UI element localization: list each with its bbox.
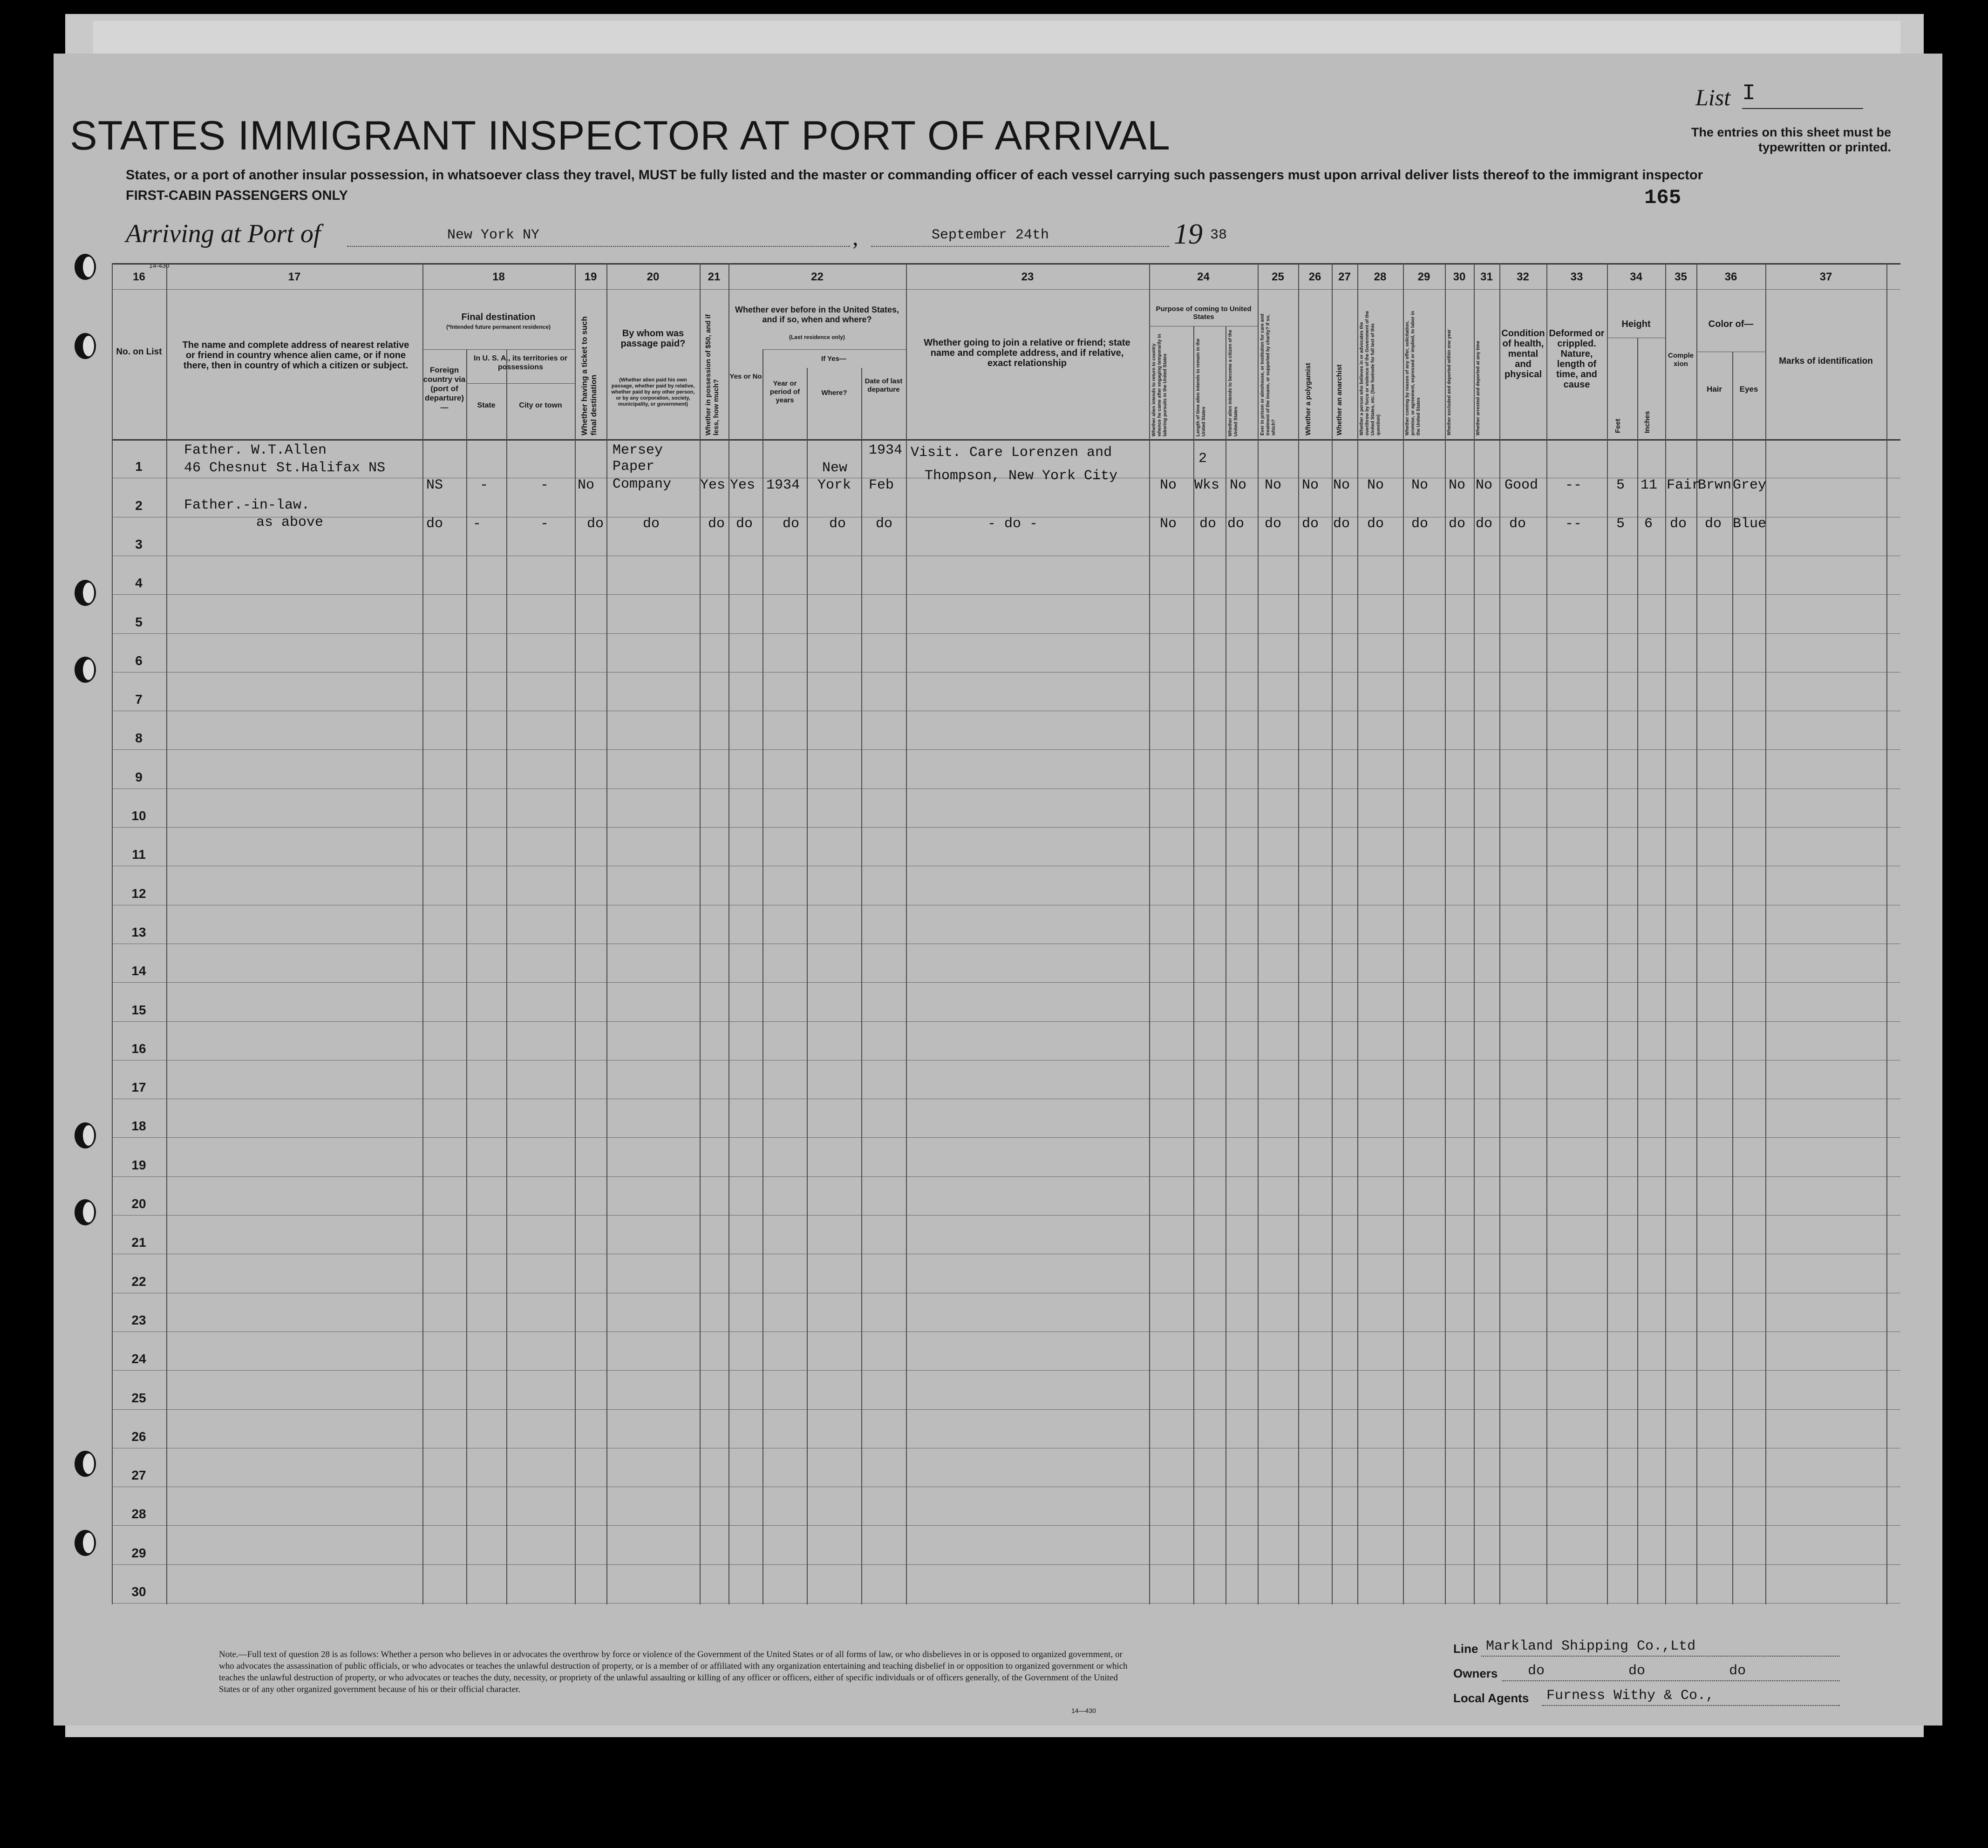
port-line [347, 246, 850, 247]
col-border [1886, 263, 1887, 1604]
header-final-destination: Final destination [461, 312, 536, 322]
col-border [1696, 263, 1697, 1604]
row-number: 11 [132, 847, 146, 862]
col-border [606, 263, 607, 1604]
header-height: Height [1621, 319, 1651, 329]
row1-q30: No [1449, 477, 1466, 493]
row1-paid-by-3: Company [613, 476, 672, 492]
row-rule [112, 788, 1900, 789]
col-num-26: 26 [1308, 271, 1321, 283]
row-number: 15 [131, 1002, 146, 1017]
header-city: City or town [519, 401, 562, 409]
col-num-21: 21 [708, 271, 721, 283]
row2-before-yes-no: do [736, 516, 753, 532]
header-offer-labor: Whether coming by reason of any offer, solicitation, promise, or agreement, expressed or implied, to labor in the United States [1405, 311, 1421, 435]
row2-paid-by: do [643, 516, 660, 532]
row-number: 14 [131, 964, 146, 978]
row-number: 5 [135, 614, 143, 629]
col-border [1474, 263, 1475, 1604]
row-number: 4 [135, 576, 143, 591]
row-rule [112, 1564, 1900, 1565]
row1-before-yes-no: Yes [730, 477, 756, 493]
row1-joining-1: Visit. Care Lorenzen and [911, 445, 1112, 461]
col-border [1149, 263, 1150, 1604]
row-number: 30 [131, 1584, 146, 1599]
header-polygamist: Whether a polygamist [1304, 363, 1312, 435]
col-num-20: 20 [647, 271, 660, 283]
row2-before-year: do [783, 516, 800, 532]
col-num-30: 30 [1453, 271, 1466, 283]
row1-anarchist: No [1333, 477, 1350, 493]
row-number: 22 [131, 1274, 146, 1289]
year-prefix: 19 [1174, 218, 1203, 250]
row2-before-where: do [829, 516, 846, 532]
list-value: I [1742, 81, 1756, 106]
form-code: 14-430 [149, 262, 170, 269]
col-border [422, 263, 423, 1604]
arriving-label: Arriving at Port of [126, 219, 321, 248]
punch-hole [75, 1530, 96, 1556]
col-border [112, 263, 113, 1604]
row-number: 29 [131, 1545, 146, 1560]
row1-q28: No [1367, 477, 1384, 493]
row-number: 1 [135, 459, 143, 474]
row2-city: - [540, 516, 549, 532]
row1-q31: No [1476, 477, 1493, 493]
row-rule [112, 1176, 1900, 1177]
row1-complexion: Fair [1667, 477, 1701, 493]
col-border [1332, 263, 1333, 1604]
row-number: 27 [131, 1468, 146, 1483]
col-num-19: 19 [584, 271, 597, 283]
typewritten-note: The entries on this sheet must be typewritten or printed. [1691, 125, 1891, 154]
header-overthrow: Whether a person who believes in or advocates the overthrow by force or violence of the Government of the United States, etc. (See footnote for full text of this question) [1359, 311, 1381, 435]
row1-length-1: 2 [1198, 451, 1207, 467]
row2-eyes: Blue [1733, 516, 1767, 532]
col-num-36: 36 [1724, 271, 1737, 283]
col-num-34: 34 [1630, 271, 1642, 283]
col-border [1225, 326, 1226, 1604]
header-arrested: Whether arrested and deported at any time [1476, 340, 1481, 435]
row1-last-departure-1: 1934 [869, 442, 903, 458]
row-number: 12 [131, 886, 146, 901]
row-number: 8 [135, 731, 143, 746]
col-num-35: 35 [1675, 271, 1687, 283]
row2-q29: do [1411, 516, 1429, 532]
col-border [1193, 326, 1194, 1604]
row-rule [112, 1137, 1900, 1138]
row1-health: Good [1505, 477, 1539, 493]
header-ever-before-sub: (Last residence only) [789, 334, 845, 340]
col-num-37: 37 [1819, 271, 1832, 283]
row-number: 10 [131, 808, 146, 823]
col-border [466, 349, 467, 1604]
header-foreign-country: Foreign country via (port of departure)— [423, 366, 466, 412]
col-border [1732, 352, 1733, 1604]
manifest-table [112, 263, 1900, 1604]
col-border [575, 263, 576, 1604]
row2-state: - [473, 516, 482, 532]
col-border [1298, 263, 1299, 1604]
row2-inches: 6 [1644, 516, 1653, 532]
punch-hole [75, 254, 96, 280]
col-num-23: 23 [1021, 271, 1034, 283]
header-deformed: Deformed or crippled. Nature, length of time, and cause [1549, 328, 1605, 390]
col-num-17: 17 [288, 271, 301, 283]
row2-prison: do [1265, 516, 1282, 532]
row2-foreign-country: do [426, 516, 443, 532]
row1-inches: 11 [1641, 477, 1658, 493]
col-border [700, 263, 701, 1604]
col-num-33: 33 [1570, 271, 1583, 283]
row1-foreign-country: NS [426, 477, 443, 493]
row2-feet: 5 [1616, 516, 1625, 532]
header-ticket: Whether having a ticket to such final destination [580, 316, 598, 435]
header-year: Year or period of years [769, 380, 800, 404]
row1-relative-name: Father. W.T.Allen [184, 442, 327, 458]
col-border [807, 368, 808, 1604]
header-health: Condition of health, mental and physical [1501, 328, 1545, 380]
col-border [728, 263, 729, 1604]
line-underline [1481, 1656, 1840, 1657]
row2-relative-address: as above [256, 515, 324, 530]
header-in-usa: In U. S. A., its territories or possessions [473, 354, 568, 371]
row1-relative-address: 46 Chesnut St.Halifax NS [184, 460, 386, 476]
header-passage-paid-sub: (Whether alien paid his own passage, whether paid by relative, whether paid by any other person, or by any corporation, society, municipality, or government) [611, 377, 695, 407]
subheader-rule [763, 349, 906, 350]
row2-hair: do [1705, 516, 1722, 532]
punch-hole [75, 1199, 96, 1225]
header-length-of-stay: Length of time alien intends to remain in the United States [1196, 338, 1206, 436]
local-agents-underline [1542, 1705, 1840, 1706]
col-num-16: 16 [133, 271, 145, 283]
subheader-rule [466, 383, 575, 384]
row2-joining: - do - [987, 516, 1038, 532]
punch-hole [75, 657, 96, 683]
owners-value: do do do [1528, 1663, 1746, 1679]
row-rule [112, 1370, 1900, 1371]
row1-q29: No [1411, 477, 1429, 493]
row-rule [112, 1021, 1900, 1022]
row-rule [112, 594, 1900, 595]
row1-before-where-2: York [817, 477, 851, 493]
col-border [1546, 263, 1547, 1604]
row-number: 17 [131, 1080, 146, 1095]
row2-citizen: do [1227, 516, 1245, 532]
subheader-rule [422, 349, 575, 350]
col-border [506, 349, 507, 1604]
row-number: 18 [131, 1119, 146, 1134]
line-value: Markland Shipping Co.,Ltd [1486, 1638, 1696, 1654]
row-number: 25 [131, 1390, 146, 1405]
row1-deformed: -- [1565, 477, 1582, 493]
row1-paid-by-1: Mersey [613, 442, 663, 458]
row-number: 3 [135, 537, 143, 551]
row-number: 20 [131, 1196, 146, 1211]
page-number: 165 [1644, 186, 1682, 210]
row-number: 13 [131, 924, 146, 939]
column-number-divider [112, 289, 1900, 290]
row1-before-where-1: New [822, 460, 848, 476]
owners-underline [1502, 1680, 1840, 1681]
col-num-28: 28 [1374, 271, 1387, 283]
header-anarchist: Whether an anarchist [1335, 364, 1343, 435]
header-relative-address: The name and complete address of nearest relative or friend in country whence alien came, or if none there, then in country of which a citizen or subject. [182, 340, 409, 371]
row-number: 19 [131, 1157, 146, 1172]
row1-paid-by-2: Paper [613, 459, 655, 475]
row1-prison: No [1265, 477, 1282, 493]
row-number: 7 [135, 692, 143, 707]
col-border [1258, 263, 1259, 1604]
col-border [1403, 263, 1404, 1604]
col-num-29: 29 [1417, 271, 1430, 283]
col-num-18: 18 [492, 271, 505, 283]
local-agents-value: Furness Withy & Co., [1546, 1688, 1715, 1704]
row2-deformed: -- [1565, 516, 1582, 532]
punch-hole [75, 333, 96, 359]
date-value: September 24th [932, 227, 1049, 243]
row2-has-50: do [708, 516, 725, 532]
col-num-25: 25 [1272, 271, 1284, 283]
row-rule [112, 749, 1900, 750]
col-border [906, 263, 907, 1604]
col-num-31: 31 [1480, 271, 1493, 283]
question-28-footnote: Note.—Full text of question 28 is as follows: Whether a person who believes in or advocates the overthrow by force or violence of the Government of the United States or of all forms of law, or who disbelieves in or is opposed to organized government, or who advocates the assassination of public officials, or who advocates or teaches the unlawful destruction of property, or is a member of or affiliated with any organization entertaining and teaching disbelief in or opposition to organized government or which teaches the unlawful destruction of property, or who advocates or teaches the duty, necessity, or propriety of the unlawful assaulting or killing of any officer or officers, either of specific individuals or of officers generally, of the Government of the United States or of any other organized government because of his or their official character. [219, 1650, 1128, 1694]
line-label: Line [1453, 1642, 1478, 1656]
header-yes-no: Yes or No [729, 373, 762, 380]
header-inches: Inches [1643, 411, 1651, 433]
row2-relative-name: Father.-in-law. [184, 497, 310, 513]
row2-polygamist: do [1302, 516, 1319, 532]
row2-anarchist: do [1333, 516, 1350, 532]
passenger-class: FIRST-CABIN PASSENGERS ONLY [126, 188, 348, 203]
footer-form-code: 14—430 [1071, 1707, 1096, 1714]
table-top-border [112, 263, 1900, 265]
form-subtitle: States, or a port of another insular possession, in whatsoever class they travel, MUST be fully listed and the master or commanding officer of each vessel carrying such passengers must upon arrival deliver lists thereof to the immigrant inspector [126, 168, 1703, 183]
col-border [1607, 263, 1608, 1604]
row-rule [112, 633, 1900, 634]
row1-feet: 5 [1616, 477, 1625, 493]
row2-q31: do [1476, 516, 1493, 532]
header-no-on-list: No. on List [116, 347, 162, 357]
header-excluded: Whether excluded and deported within one year [1447, 329, 1452, 435]
row-rule [112, 982, 1900, 983]
row1-length-2: Wks [1194, 477, 1220, 493]
col-border [1665, 263, 1666, 1604]
header-passage-paid: By whom was passage paid? [620, 328, 686, 349]
row2-last-departure: do [876, 516, 893, 532]
header-if-yes: If Yes— [821, 355, 846, 363]
row1-hair: Brwn [1698, 477, 1732, 493]
header-intends-citizen: Whether alien intends to become a citizen of the United States [1228, 330, 1239, 436]
col-border [1445, 263, 1446, 1604]
row2-health: do [1509, 516, 1526, 532]
row2-q30: do [1449, 516, 1466, 532]
col-num-32: 32 [1517, 271, 1529, 283]
header-hair: Hair [1706, 385, 1722, 394]
punch-hole [75, 1122, 96, 1148]
header-prison: Ever in prison or almshouse, or institution for care and treatment of the insane, or supported by charity? If so, which? [1260, 313, 1276, 435]
owners-label: Owners [1453, 1666, 1498, 1680]
row1-has-50: Yes [700, 477, 726, 493]
form-title: STATES IMMIGRANT INSPECTOR AT PORT OF ARRIVAL [70, 112, 1171, 158]
row-number: 16 [131, 1041, 146, 1056]
port-value: New York NY [447, 227, 540, 243]
col-border [1357, 263, 1358, 1604]
row1-citizen: No [1230, 477, 1247, 493]
row-rule [112, 827, 1900, 828]
row-number: 28 [131, 1507, 146, 1522]
row1-ticket: No [578, 477, 595, 493]
header-bottom-border [112, 439, 1900, 441]
header-marks: Marks of identification [1779, 356, 1873, 366]
row1-state: - [480, 477, 489, 493]
header-complexion: Complexion [1668, 352, 1694, 368]
punch-hole [75, 580, 96, 606]
row1-eyes: Grey [1733, 477, 1767, 493]
col-num-24: 24 [1197, 271, 1210, 283]
row-number: 24 [131, 1352, 146, 1366]
header-purpose: Purpose of coming to United States [1156, 305, 1252, 321]
row-rule [112, 1215, 1900, 1216]
col-num-27: 27 [1338, 271, 1351, 283]
row-number: 6 [135, 653, 143, 668]
row1-joining-2: Thompson, New York City [925, 468, 1118, 484]
list-label: List [1695, 84, 1731, 110]
row2-ticket: do [587, 516, 604, 532]
row-rule [112, 1409, 1900, 1410]
header-final-destination-sub: (*Intended future permanent residence) [446, 324, 551, 330]
row-rule [112, 1525, 1900, 1526]
row-number: 26 [131, 1429, 146, 1444]
date-line [871, 246, 1169, 247]
col-border [1765, 263, 1766, 1604]
list-underline [1742, 108, 1863, 109]
row1-last-departure-2: Feb [869, 477, 894, 493]
punch-hole [75, 1451, 96, 1477]
local-agents-label: Local Agents [1453, 1691, 1529, 1705]
header-possession-50: Whether in possession of $50, and if less, how much? [704, 314, 720, 435]
row2-length: do [1199, 516, 1217, 532]
row1-return: No [1160, 477, 1177, 493]
row2-return: No [1160, 516, 1177, 532]
row-rule [112, 672, 1900, 673]
col-border [861, 368, 862, 1604]
row-number: 9 [135, 769, 143, 784]
col-num-22: 22 [811, 271, 824, 283]
header-state: State [477, 401, 496, 409]
row-number: 2 [135, 498, 143, 513]
header-color-of: Color of— [1708, 319, 1754, 329]
row1-before-year: 1934 [766, 477, 800, 493]
row-number: 21 [131, 1235, 146, 1250]
row2-complexion: do [1670, 516, 1687, 532]
header-last-departure: Date of last departure [865, 377, 903, 394]
header-eyes: Eyes [1739, 385, 1758, 394]
header-intends-return: Whether alien intends to return to country whence he came after engaging temporarily in laboring pursuits in the United States [1151, 333, 1168, 436]
header-feet: Feet [1614, 419, 1622, 433]
header-ever-before: Whether ever before in the United States, and if so, when and where? [735, 305, 899, 324]
col-border [1499, 263, 1500, 1604]
row1-polygamist: No [1302, 477, 1319, 493]
comma: , [852, 224, 858, 250]
col-border [1637, 338, 1638, 1604]
row2-q28: do [1367, 516, 1384, 532]
header-where: Where? [821, 389, 847, 397]
row1-city: - [540, 477, 549, 493]
row-number: 23 [131, 1312, 146, 1327]
col-border [166, 263, 167, 1604]
header-going-to-join: Whether going to join a relative or friend; state name and complete address, and if relative, exact relationship [924, 338, 1130, 368]
year-suffix: 38 [1210, 227, 1227, 243]
